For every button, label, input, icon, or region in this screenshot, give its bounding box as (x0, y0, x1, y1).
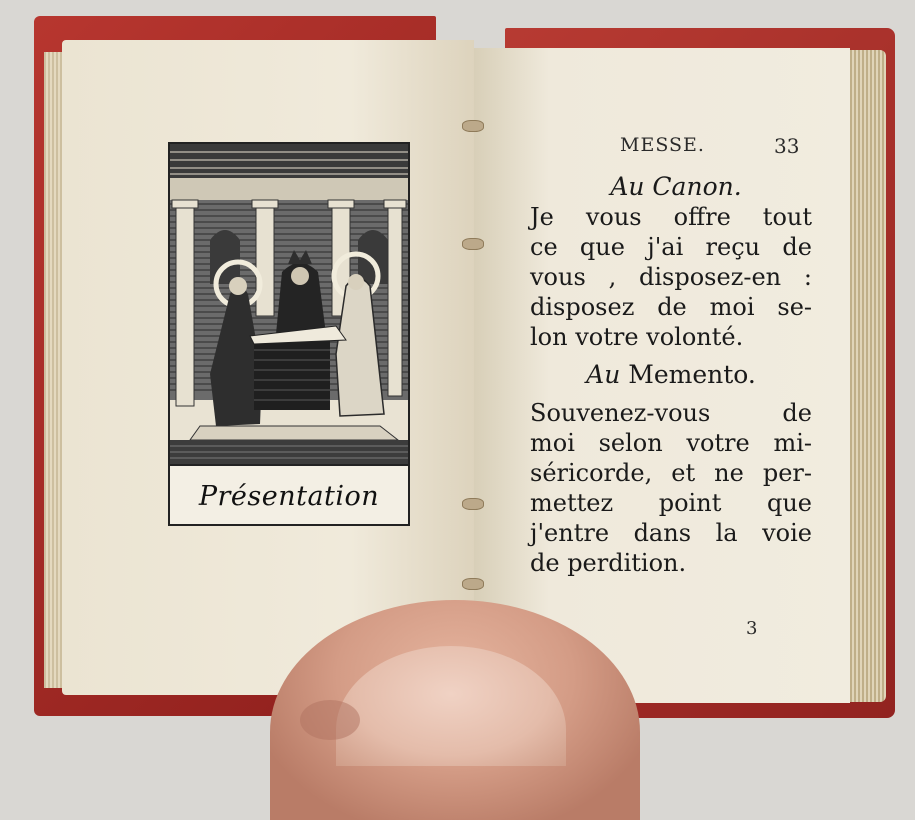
text-line: Je vous offre tout (530, 203, 812, 231)
thumb-shadow (300, 700, 360, 740)
text-line: mettez point que (530, 489, 812, 517)
engraving-picture (170, 144, 408, 464)
signature-mark: 3 (746, 618, 758, 639)
running-head: MESSE. (620, 134, 705, 156)
paragraph-memento (530, 398, 812, 578)
binding-stitch (462, 498, 484, 510)
engraving-illustration (168, 142, 410, 526)
text-line: vous , disposez-en : (530, 263, 812, 291)
text-line: séricorde, et ne per- (530, 459, 812, 487)
heading-roman-part: Memento. (620, 360, 756, 389)
text-line: Souvenez-vous de (530, 399, 812, 427)
text-line: ce que j'ai reçu de (530, 233, 812, 261)
text-line: moi selon votre mi- (530, 429, 812, 457)
text-line: disposez de moi se- (530, 293, 812, 321)
text-line: j'entre dans la voie (530, 519, 812, 547)
section-heading-memento (530, 360, 812, 390)
prayer-text (530, 172, 812, 578)
heading-italic-part: Au (586, 360, 621, 389)
binding-stitch (462, 238, 484, 250)
section-heading-canon: Au Canon. (610, 172, 742, 201)
binding-stitch (462, 578, 484, 590)
text-line: de perdition. (530, 549, 687, 577)
illustration-caption: Présentation (170, 464, 408, 526)
binding-stitch (462, 120, 484, 132)
page-number: 33 (774, 134, 800, 158)
paragraph-canon (530, 202, 812, 352)
text-line: lon votre volonté. (530, 323, 744, 351)
